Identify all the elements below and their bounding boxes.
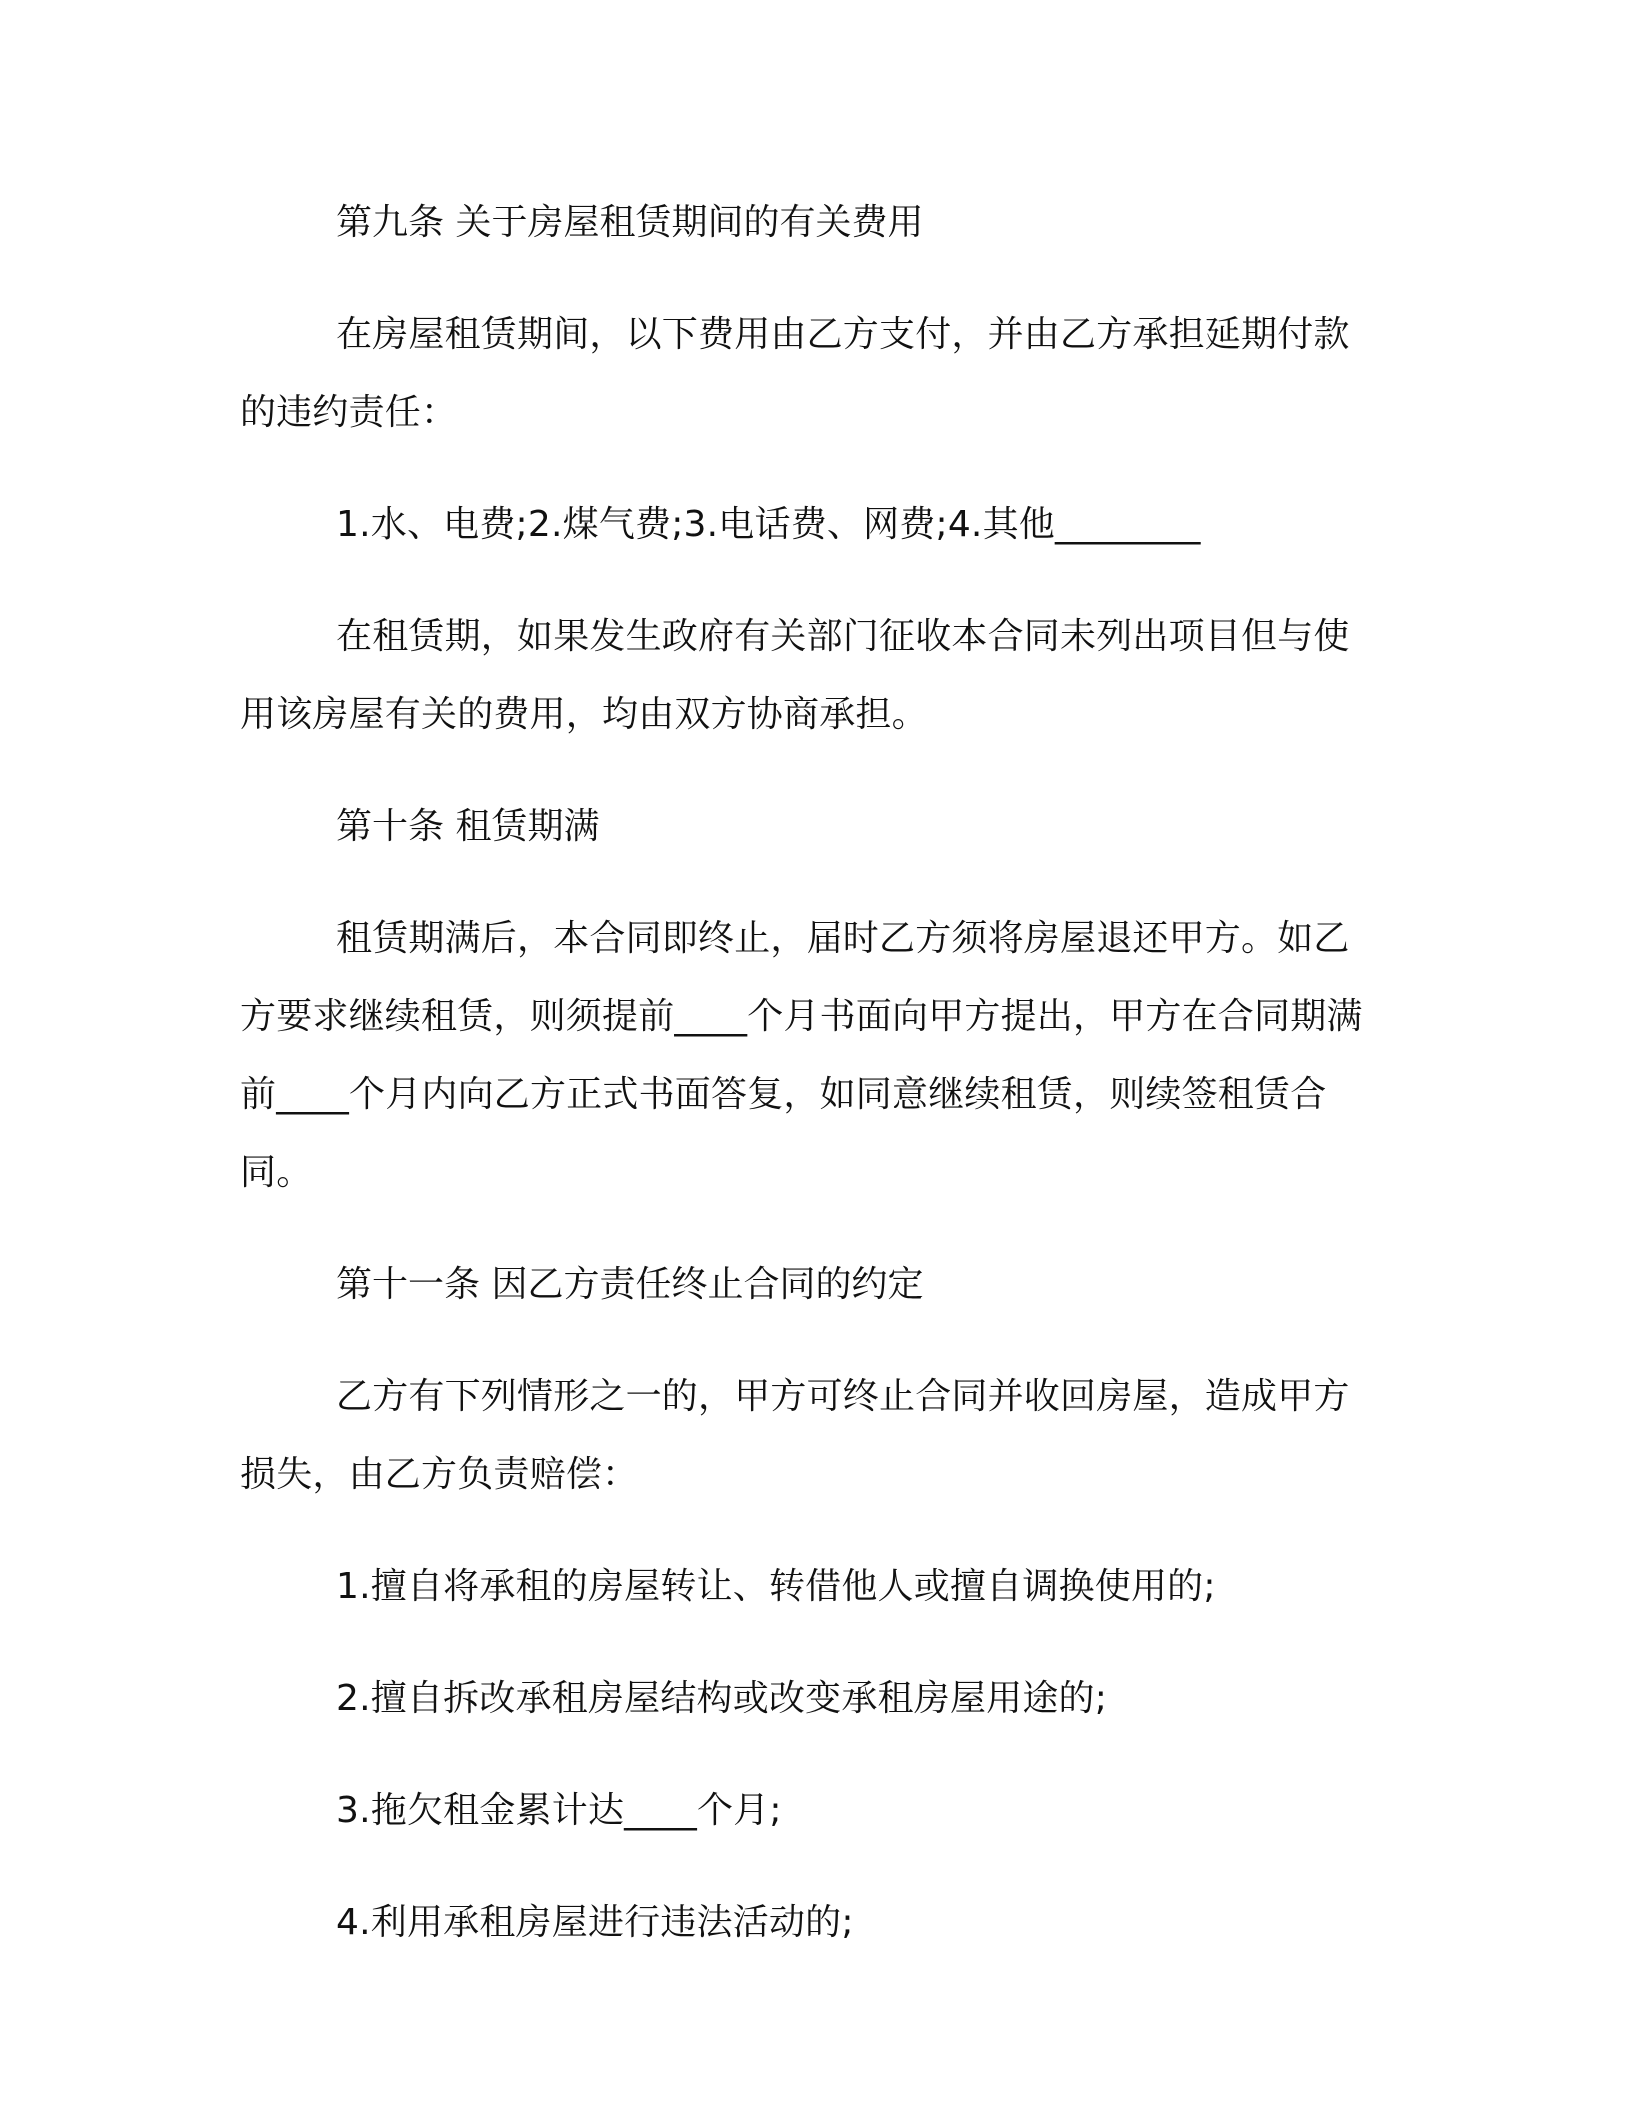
article-11-item-3: 3.拖欠租金累计达____个月;	[336, 1790, 782, 1831]
article-9-title: 第九条 关于房屋租赁期间的有关费用	[336, 202, 924, 243]
article-9-paragraph-1: 在房屋租赁期间，以下费用由乙方支付，并由乙方承担延期付款的违约责任：	[240, 314, 1350, 433]
article-11-item-1: 1.擅自将承租的房屋转让、转借他人或擅自调换使用的;	[336, 1566, 1216, 1607]
article-10-paragraph-1: 租赁期满后，本合同即终止，届时乙方须将房屋退还甲方。如乙方要求继续租赁，则须提前____个月书面向甲方提出，甲方在合同期满前____个月内向乙方正式书面答复，如同意继续租赁，则续签租赁合同。	[240, 918, 1363, 1193]
article-10-title: 第十条 租赁期满	[336, 806, 600, 847]
article-9-fee-list: 1.水、电费;2.煤气费;3.电话费、网费;4.其他________	[336, 504, 1201, 545]
article-9-paragraph-3: 在租赁期，如果发生政府有关部门征收本合同未列出项目但与使用该房屋有关的费用，均由双方协商承担。	[240, 616, 1350, 735]
article-11-item-2: 2.擅自拆改承租房屋结构或改变承租房屋用途的;	[336, 1678, 1108, 1719]
article-11-title: 第十一条 因乙方责任终止合同的约定	[336, 1264, 924, 1305]
document-body	[240, 184, 1376, 1996]
article-11-paragraph-1: 乙方有下列情形之一的，甲方可终止合同并收回房屋，造成甲方损失，由乙方负责赔偿：	[240, 1376, 1350, 1495]
article-11-item-4: 4.利用承租房屋进行违法活动的;	[336, 1902, 854, 1943]
